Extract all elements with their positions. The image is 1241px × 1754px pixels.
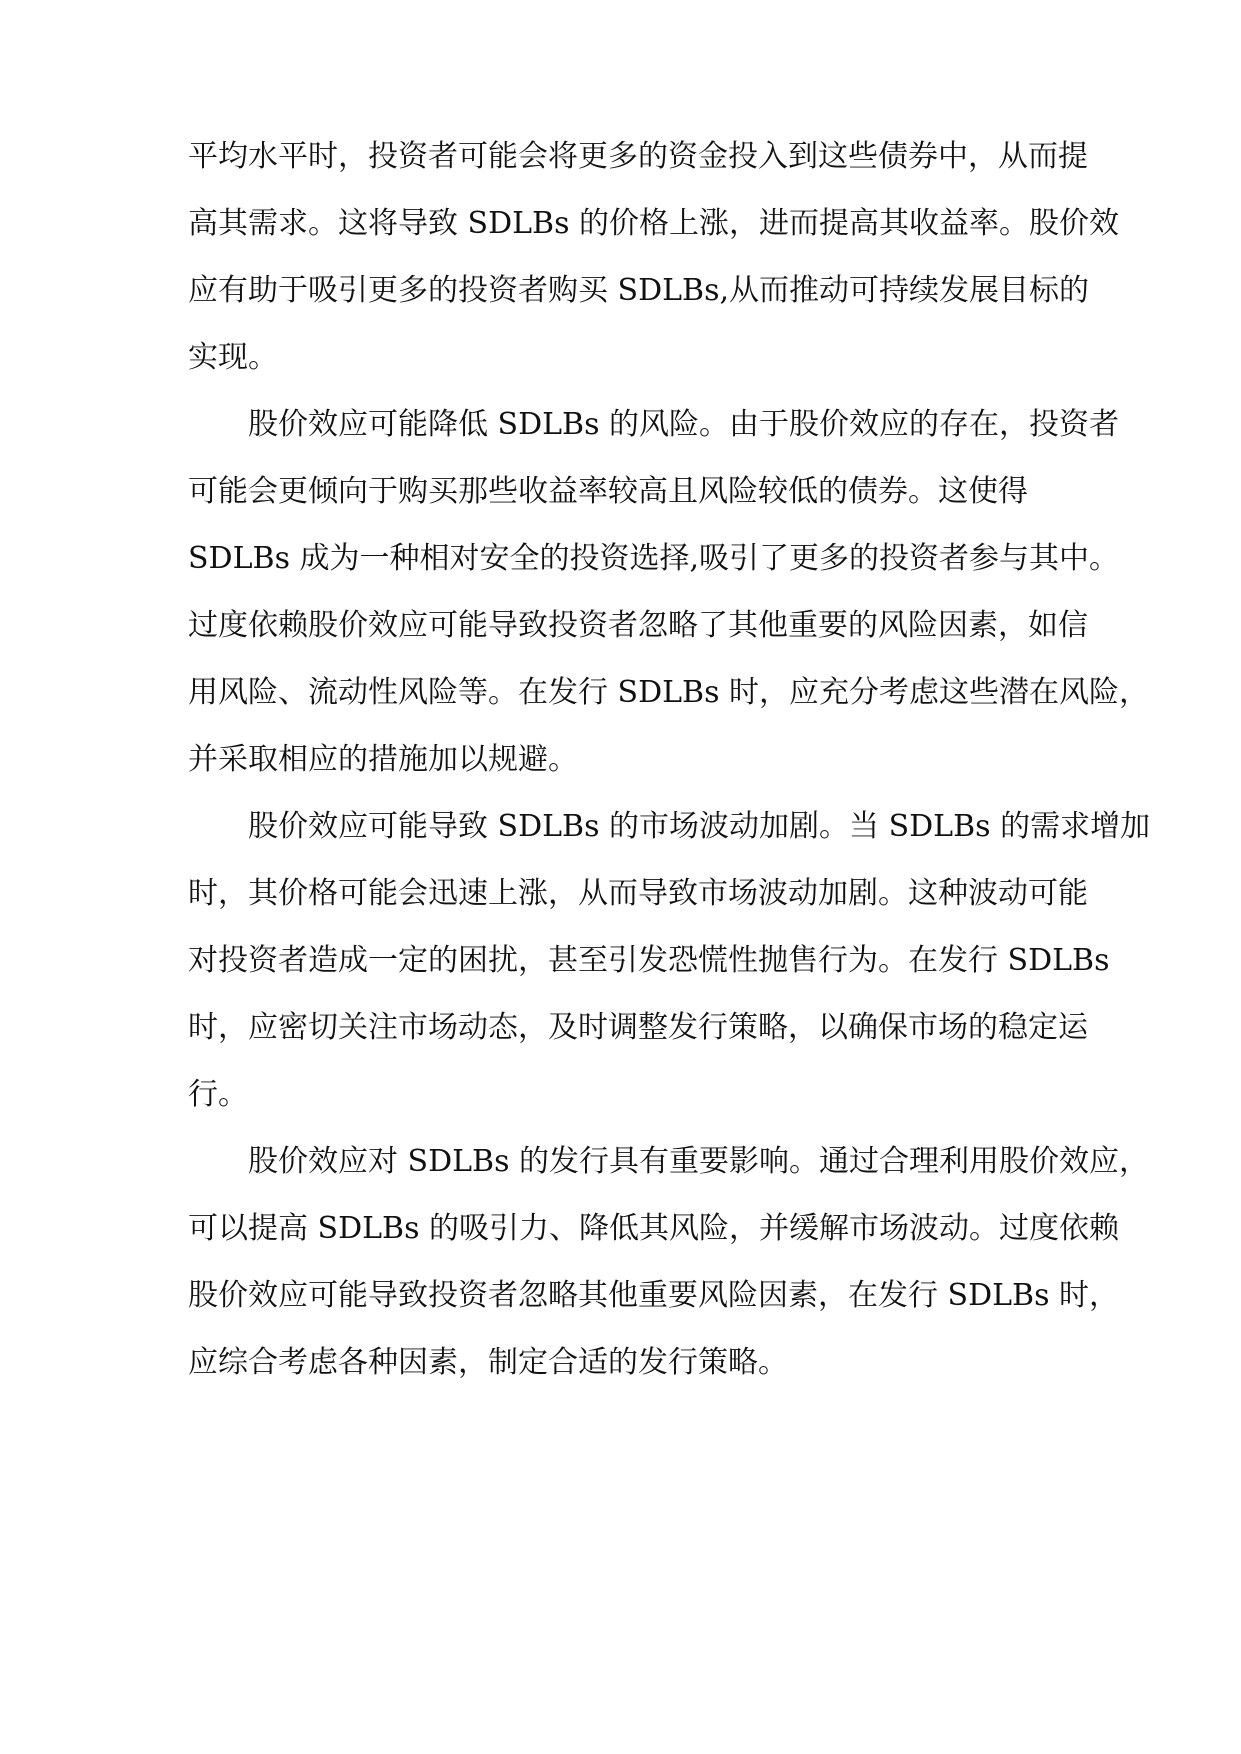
text-line: 过度依赖股价效应可能导致投资者忽略了其他重要的风险因素，如信	[188, 608, 1088, 643]
text-line: 可以提高 SDLBs 的吸引力、降低其风险，并缓解市场波动。过度依赖	[188, 1211, 1120, 1246]
text-line: 平均水平时，投资者可能会将更多的资金投入到这些债券中，从而提	[188, 139, 1088, 174]
text-line: 对投资者造成一定的困扰，甚至引发恐慌性抛售行为。在发行 SDLBs	[188, 943, 1110, 978]
text-line: 股价效应可能导致投资者忽略其他重要风险因素，在发行 SDLBs 时，	[188, 1278, 1120, 1313]
text-line: 并采取相应的措施加以规避。	[188, 742, 578, 777]
text-line: 行。	[188, 1077, 248, 1112]
text-line: 用风险、流动性风险等。在发行 SDLBs 时，应充分考虑这些潜在风险，	[188, 675, 1150, 710]
text-line: 实现。	[188, 340, 278, 375]
text-line: 应有助于吸引更多的投资者购买 SDLBs,从而推动可持续发展目标的	[188, 273, 1090, 308]
text-line: 时，应密切关注市场动态，及时调整发行策略，以确保市场的稳定运	[188, 1010, 1088, 1045]
text-line: 股价效应可能降低 SDLBs 的风险。由于股价效应的存在，投资者	[248, 407, 1120, 442]
text-line: 应综合考虑各种因素，制定合适的发行策略。	[188, 1345, 788, 1380]
text-line: 时，其价格可能会迅速上涨，从而导致市场波动加剧。这种波动可能	[188, 876, 1088, 911]
text-line: 股价效应对 SDLBs 的发行具有重要影响。通过合理利用股价效应，	[248, 1144, 1150, 1179]
text-line: 股价效应可能导致 SDLBs 的市场波动加剧。当 SDLBs 的需求增加	[248, 809, 1151, 844]
text-line: 可能会更倾向于购买那些收益率较高且风险较低的债券。这使得	[188, 474, 1028, 509]
text-line: SDLBs 成为一种相对安全的投资选择,吸引了更多的投资者参与其中。	[188, 541, 1120, 576]
text-line: 高其需求。这将导致 SDLBs 的价格上涨，进而提高其收益率。股价效	[188, 206, 1120, 241]
